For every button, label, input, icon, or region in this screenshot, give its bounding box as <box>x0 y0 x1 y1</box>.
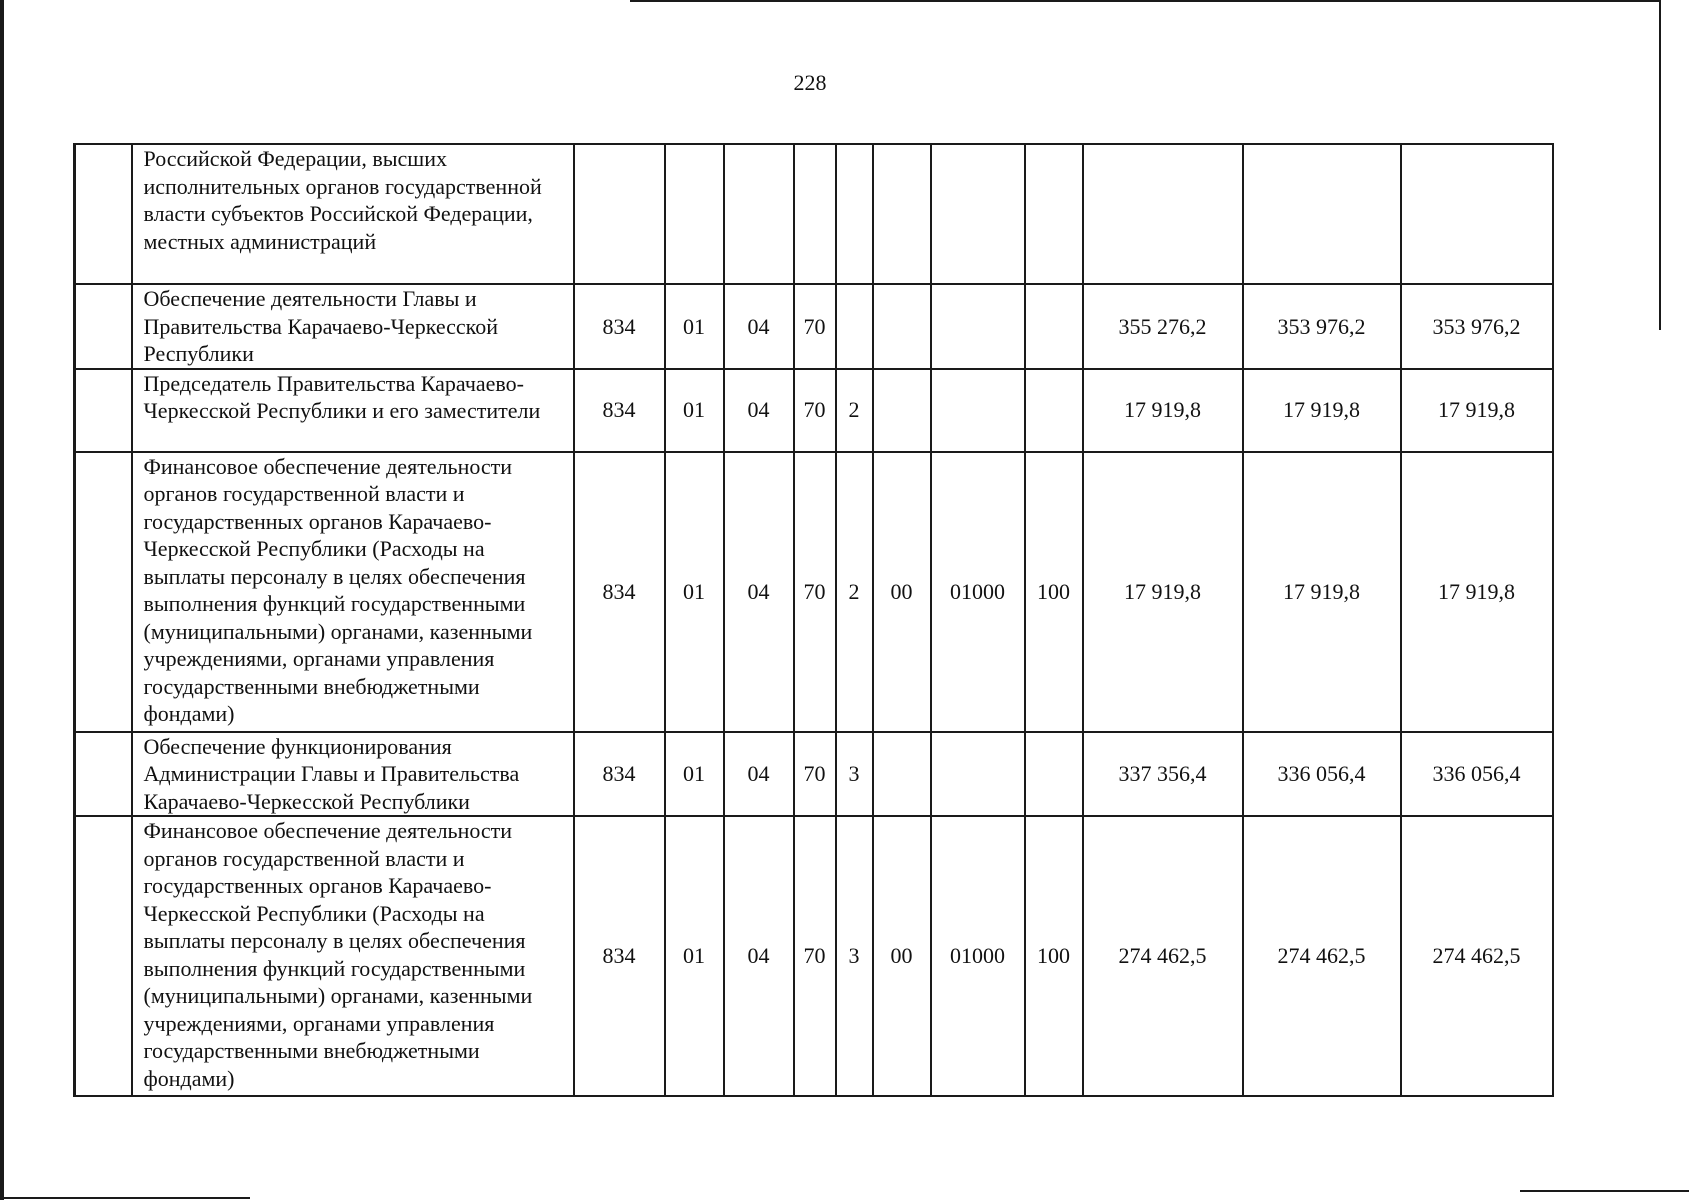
program-code: 70 <box>794 284 836 369</box>
table-row <box>75 452 1553 732</box>
row-index-cell <box>75 369 132 452</box>
subprogram-code: 2 <box>836 452 873 732</box>
ministry-code: 834 <box>574 816 665 1096</box>
amount-2: 17 919,8 <box>1243 369 1401 452</box>
program-code: 70 <box>794 816 836 1096</box>
amount-1: 337 356,4 <box>1083 732 1243 817</box>
scan-border-bottom-left <box>0 1197 250 1199</box>
row-index-cell <box>75 816 132 1096</box>
row-description: Российской Федерации, высших исполнительных органов государственной власти субъектов Российской Федерации, местных администраций <box>132 144 574 284</box>
amount-1: 17 919,8 <box>1083 452 1243 732</box>
scan-border-top <box>630 0 1660 2</box>
ministry-code <box>574 144 665 284</box>
subsection-code: 04 <box>724 369 794 452</box>
scan-border-left <box>0 0 4 1200</box>
main-event-code: 00 <box>873 816 931 1096</box>
main-event-code: 00 <box>873 452 931 732</box>
section-code: 01 <box>665 284 724 369</box>
subprogram-code: 2 <box>836 369 873 452</box>
direction-code: 01000 <box>931 816 1025 1096</box>
amount-3: 274 462,5 <box>1401 816 1553 1096</box>
amount-3: 353 976,2 <box>1401 284 1553 369</box>
expense-type-code <box>1025 369 1083 452</box>
expense-type-code: 100 <box>1025 816 1083 1096</box>
scan-border-bottom-right <box>1520 1190 1689 1192</box>
page-number: 228 <box>793 70 827 95</box>
table-row <box>75 144 1553 284</box>
subsection-code: 04 <box>724 452 794 732</box>
direction-code: 01000 <box>931 452 1025 732</box>
subprogram-code <box>836 144 873 284</box>
amount-2: 336 056,4 <box>1243 732 1401 817</box>
expense-type-code <box>1025 732 1083 817</box>
row-description: Финансовое обеспечение деятельности органов государственной власти и государственных органов Карачаево-Черкесской Республики (Расходы на выплаты персоналу в целях обеспечения выполнения функций государственными (муниципальными) органами, казенными учреждениями, органами управления государственными внебюджетными фондами) <box>132 816 574 1096</box>
direction-code <box>931 284 1025 369</box>
expense-type-code <box>1025 284 1083 369</box>
direction-code <box>931 732 1025 817</box>
budget-table <box>73 143 1554 1097</box>
amount-2: 353 976,2 <box>1243 284 1401 369</box>
section-code: 01 <box>665 816 724 1096</box>
scan-border-right <box>1659 0 1661 330</box>
program-code: 70 <box>794 452 836 732</box>
amount-1: 355 276,2 <box>1083 284 1243 369</box>
amount-2 <box>1243 144 1401 284</box>
row-description: Председатель Правительства Карачаево-Черкесской Республики и его заместители <box>132 369 574 452</box>
row-description: Обеспечение деятельности Главы и Правительства Карачаево-Черкесской Республики <box>132 284 574 369</box>
subsection-code: 04 <box>724 732 794 817</box>
table-row <box>75 816 1553 1096</box>
table-row <box>75 732 1553 817</box>
amount-3: 17 919,8 <box>1401 369 1553 452</box>
amount-2: 17 919,8 <box>1243 452 1401 732</box>
section-code: 01 <box>665 369 724 452</box>
subsection-code: 04 <box>724 816 794 1096</box>
row-index-cell <box>75 144 132 284</box>
subprogram-code <box>836 284 873 369</box>
section-code: 01 <box>665 732 724 817</box>
subprogram-code: 3 <box>836 816 873 1096</box>
program-code: 70 <box>794 732 836 817</box>
ministry-code: 834 <box>574 284 665 369</box>
amount-1 <box>1083 144 1243 284</box>
main-event-code <box>873 369 931 452</box>
expense-type-code: 100 <box>1025 452 1083 732</box>
section-code: 01 <box>665 452 724 732</box>
amount-1: 17 919,8 <box>1083 369 1243 452</box>
row-description: Обеспечение функционирования Администрации Главы и Правительства Карачаево-Черкесской Республики <box>132 732 574 817</box>
row-index-cell <box>75 732 132 817</box>
amount-3: 336 056,4 <box>1401 732 1553 817</box>
row-description: Финансовое обеспечение деятельности органов государственной власти и государственных органов Карачаево-Черкесской Республики (Расходы на выплаты персоналу в целях обеспечения выполнения функций государственными (муниципальными) органами, казенными учреждениями, органами управления государственными внебюджетными фондами) <box>132 452 574 732</box>
row-index-cell <box>75 452 132 732</box>
direction-code <box>931 144 1025 284</box>
program-code: 70 <box>794 369 836 452</box>
ministry-code: 834 <box>574 369 665 452</box>
expense-type-code <box>1025 144 1083 284</box>
subprogram-code: 3 <box>836 732 873 817</box>
table-row <box>75 284 1553 369</box>
table-row <box>75 369 1553 452</box>
main-event-code <box>873 144 931 284</box>
row-index-cell <box>75 284 132 369</box>
ministry-code: 834 <box>574 452 665 732</box>
direction-code <box>931 369 1025 452</box>
subsection-code <box>724 144 794 284</box>
amount-3: 17 919,8 <box>1401 452 1553 732</box>
section-code <box>665 144 724 284</box>
main-event-code <box>873 732 931 817</box>
subsection-code: 04 <box>724 284 794 369</box>
amount-1: 274 462,5 <box>1083 816 1243 1096</box>
amount-3 <box>1401 144 1553 284</box>
ministry-code: 834 <box>574 732 665 817</box>
amount-2: 274 462,5 <box>1243 816 1401 1096</box>
main-event-code <box>873 284 931 369</box>
program-code <box>794 144 836 284</box>
